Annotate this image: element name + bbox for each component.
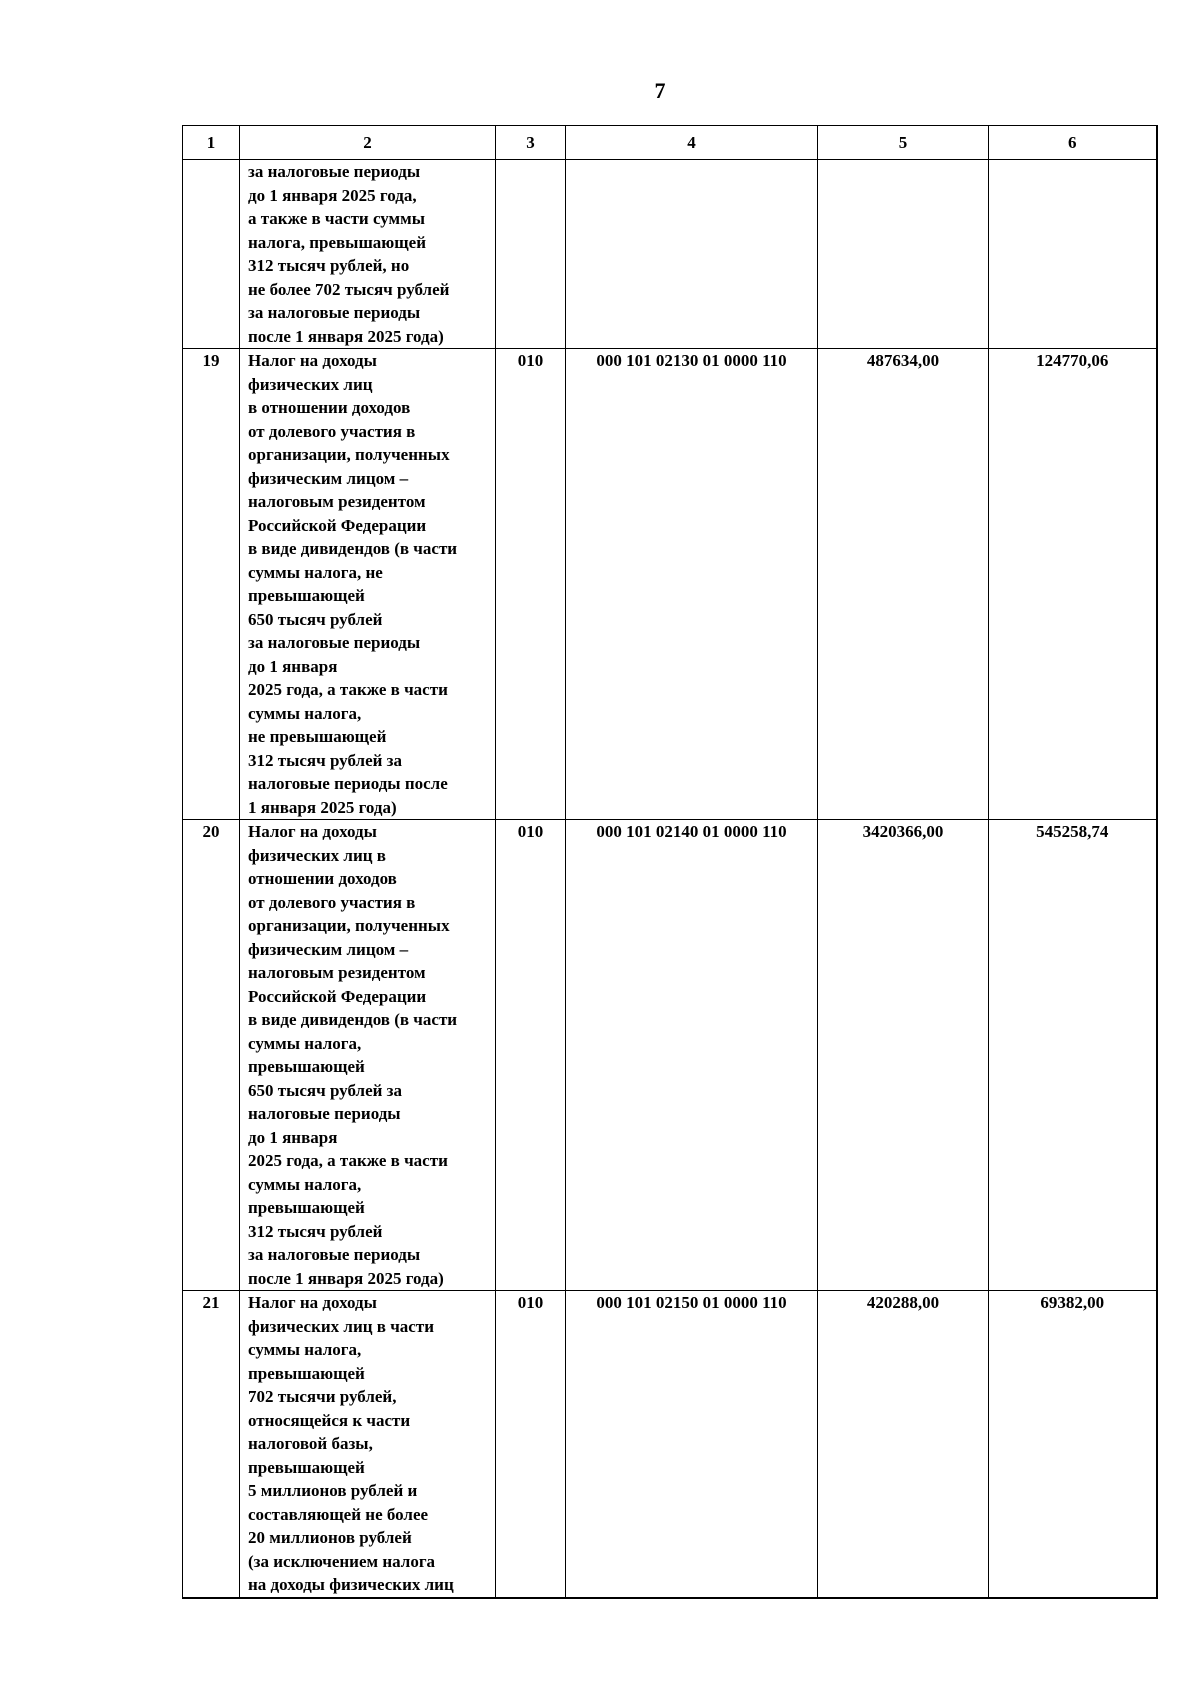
header-col-6: 6 bbox=[989, 126, 1157, 160]
plan-amount: 420288,00 bbox=[818, 1291, 989, 1598]
table-row bbox=[183, 349, 1157, 820]
header-col-5: 5 bbox=[818, 126, 989, 160]
income-name: Налог на доходы физических лиц в части суммы налога, превышающей 702 тысячи рублей, относящейся к части налоговой базы, превышающей 5 миллионов рублей и составляющей не более 20 миллионов рублей (за исключением налога на доходы физических лиц bbox=[240, 1291, 496, 1598]
actual-amount: 69382,00 bbox=[989, 1291, 1157, 1598]
page-number: 7 bbox=[654, 78, 666, 103]
header-col-4: 4 bbox=[566, 126, 818, 160]
budget-classification-code: 000 101 02130 01 0000 110 bbox=[566, 349, 818, 820]
line-code bbox=[496, 160, 566, 349]
budget-classification-code bbox=[566, 160, 818, 349]
header-col-1: 1 bbox=[183, 126, 240, 160]
row-number: 20 bbox=[183, 820, 240, 1291]
table-header-row bbox=[183, 126, 1157, 160]
line-code: 010 bbox=[496, 1291, 566, 1598]
table-row bbox=[183, 160, 1157, 349]
budget-classification-code: 000 101 02150 01 0000 110 bbox=[566, 1291, 818, 1598]
table-row bbox=[183, 820, 1157, 1291]
plan-amount bbox=[818, 160, 989, 349]
table-row bbox=[183, 1291, 1157, 1598]
plan-amount: 3420366,00 bbox=[818, 820, 989, 1291]
revenue-table bbox=[182, 125, 1158, 1599]
row-number: 21 bbox=[183, 1291, 240, 1598]
row-number: 19 bbox=[183, 349, 240, 820]
plan-amount: 487634,00 bbox=[818, 349, 989, 820]
actual-amount bbox=[989, 160, 1157, 349]
budget-classification-code: 000 101 02140 01 0000 110 bbox=[566, 820, 818, 1291]
actual-amount: 545258,74 bbox=[989, 820, 1157, 1291]
header-col-2: 2 bbox=[240, 126, 496, 160]
line-code: 010 bbox=[496, 349, 566, 820]
line-code: 010 bbox=[496, 820, 566, 1291]
actual-amount: 124770,06 bbox=[989, 349, 1157, 820]
income-name: Налог на доходы физических лиц в отношении доходов от долевого участия в организации, полученных физическим лицом – налоговым резидентом Российской Федерации в виде дивидендов (в части суммы налога, не превышающей 650 тысяч рублей за налоговые периоды до 1 января 2025 года, а также в части суммы налога, не превышающей 312 тысяч рублей за налоговые периоды после 1 января 2025 года) bbox=[240, 349, 496, 820]
row-number bbox=[183, 160, 240, 349]
header-col-3: 3 bbox=[496, 126, 566, 160]
income-name: за налоговые периоды до 1 января 2025 года, а также в части суммы налога, превышающей 312 тысяч рублей, но не более 702 тысяч рублей за налоговые периоды после 1 января 2025 года) bbox=[240, 160, 496, 349]
income-name: Налог на доходы физических лиц в отношении доходов от долевого участия в организации, полученных физическим лицом – налоговым резидентом Российской Федерации в виде дивидендов (в части суммы налога, превышающей 650 тысяч рублей за налоговые периоды до 1 января 2025 года, а также в части суммы налога, превышающей 312 тысяч рублей за налоговые периоды после 1 января 2025 года) bbox=[240, 820, 496, 1291]
